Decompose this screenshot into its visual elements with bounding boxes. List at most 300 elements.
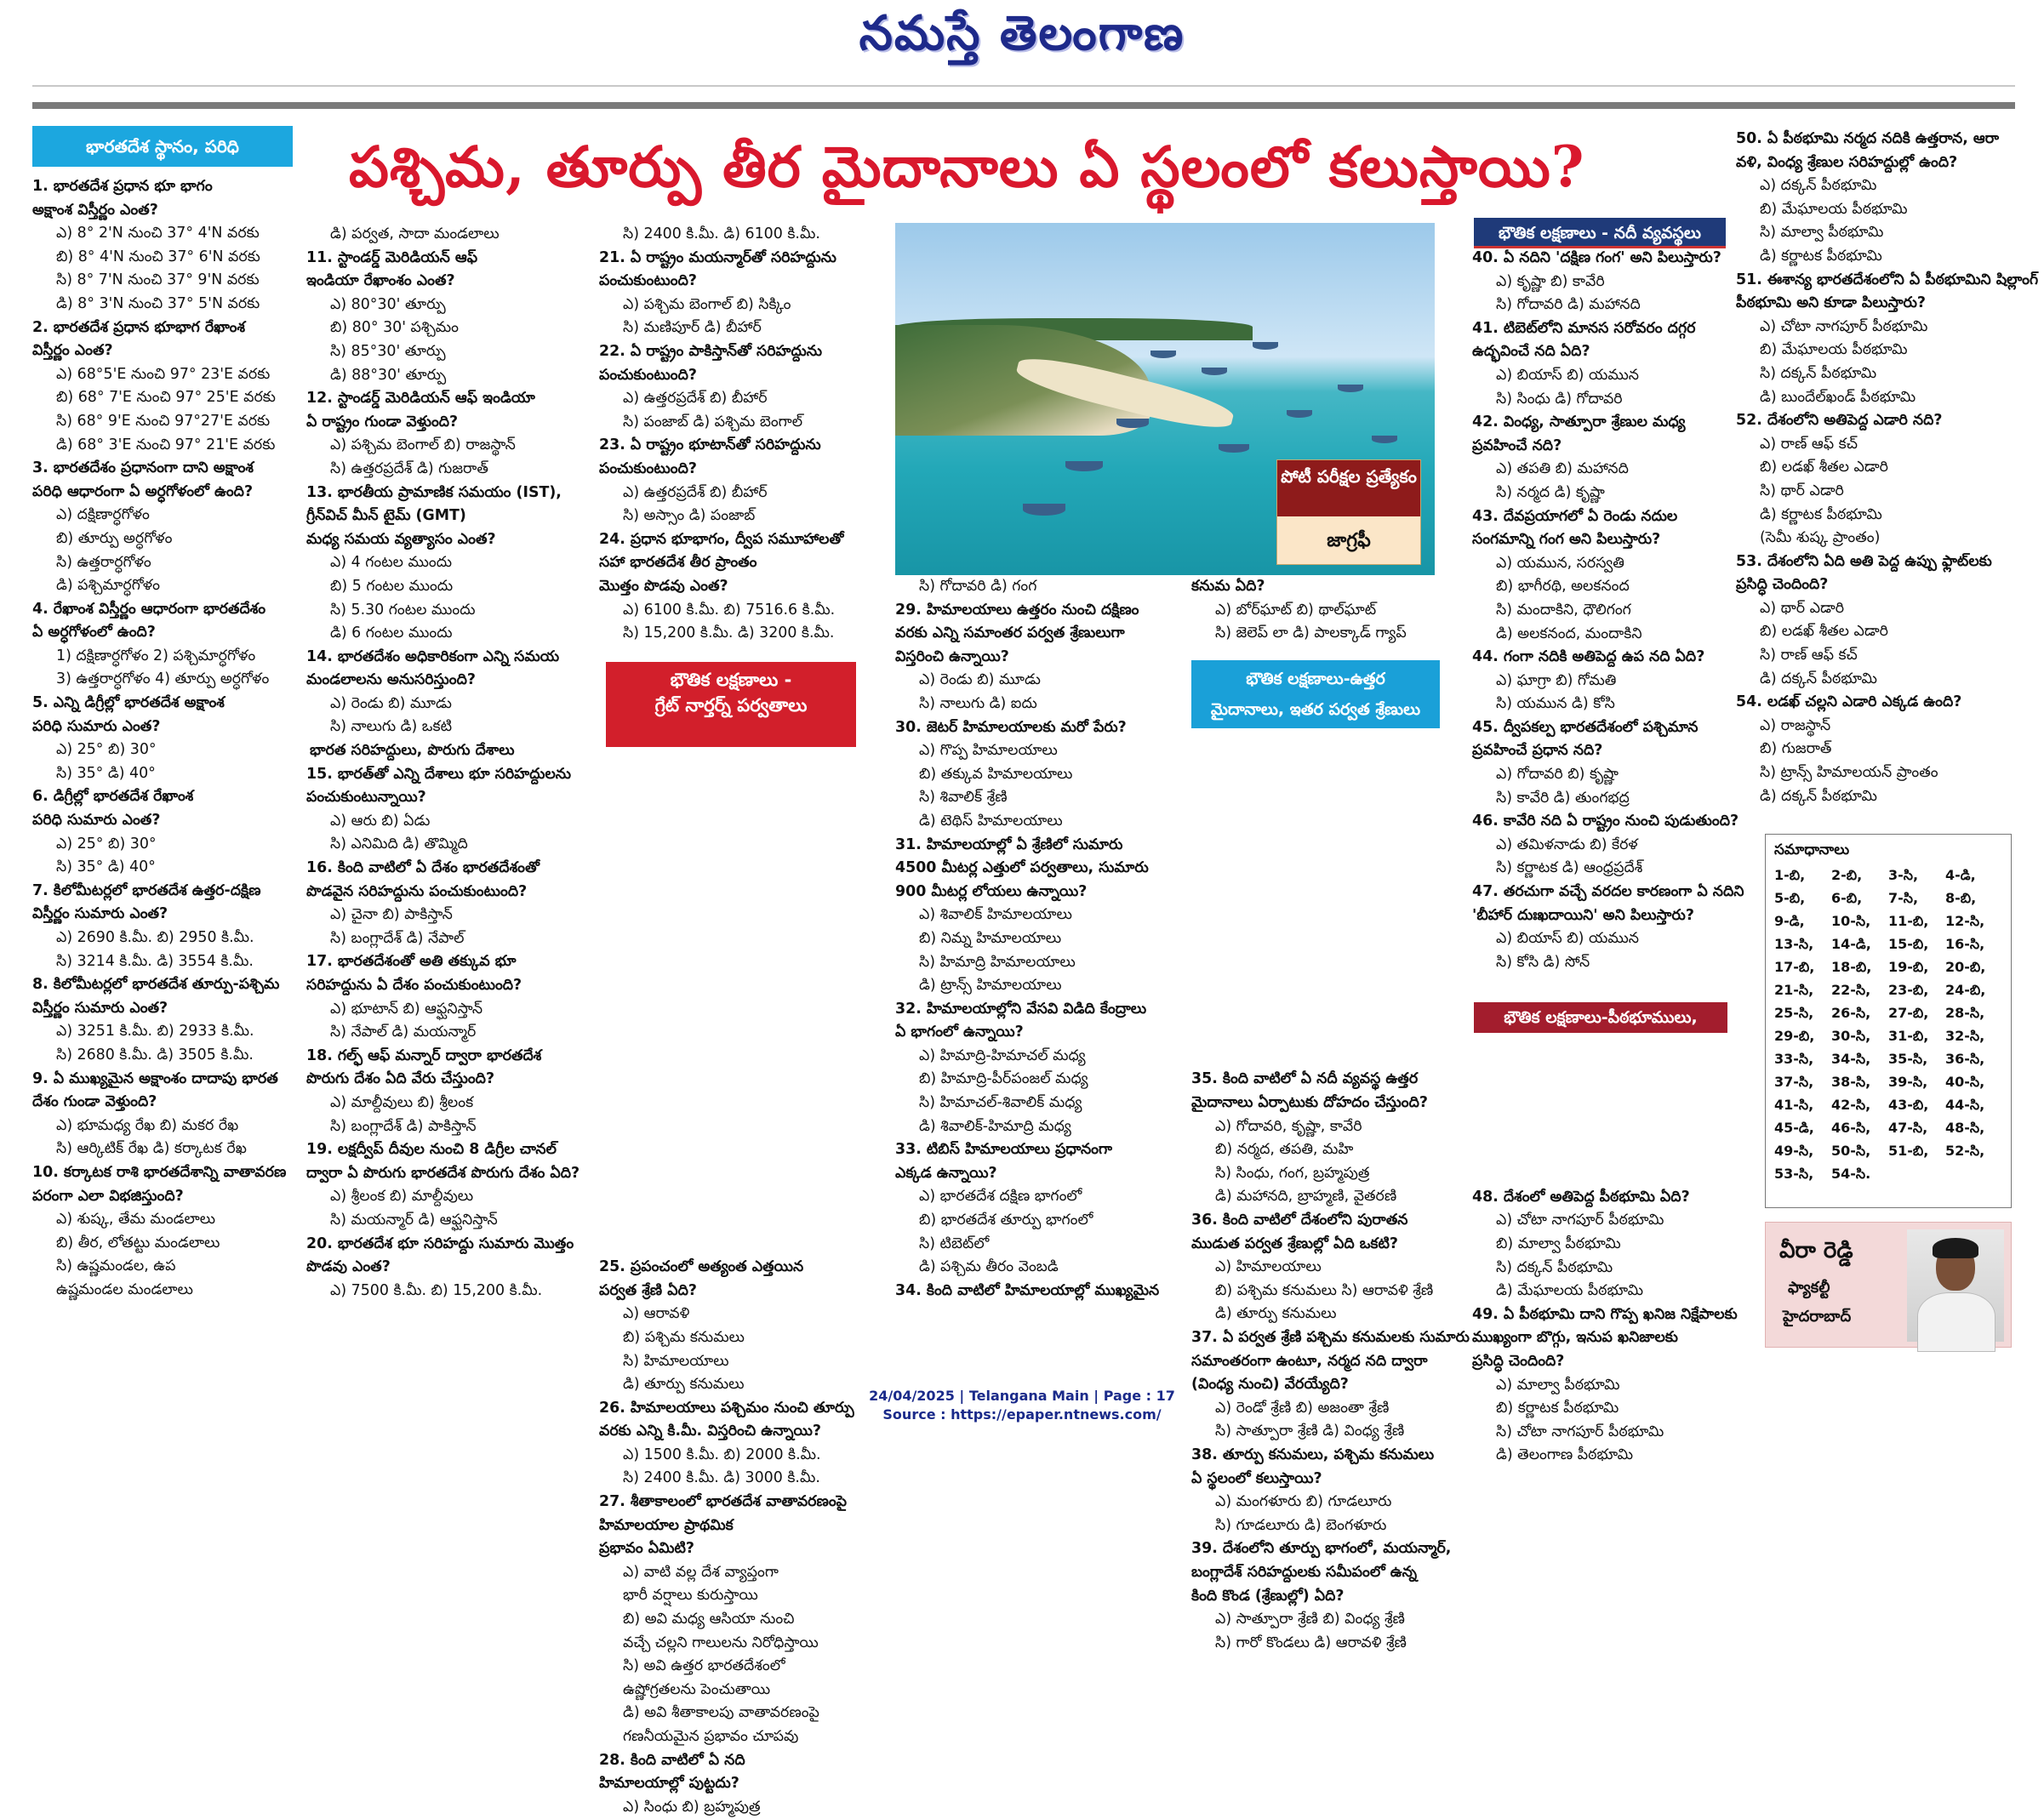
- option-line: డి) ట్రాన్స్ హిమాలయాలు: [919, 977, 1062, 995]
- question-line: పొరుగు దేశం ఏది వేరు చేస్తుంది?: [306, 1070, 495, 1088]
- question-line: 27. శీతాకాలంలో భారతదేశ వాతావరణంపై: [599, 1493, 848, 1511]
- spacer: [599, 1162, 880, 1186]
- question-line: సమాంతరంగా ఉంటూ, నర్మద నది ద్వారా: [1191, 1352, 1428, 1370]
- question-line: ప్రసిద్ధి చెందింది?: [1472, 1352, 1565, 1370]
- question-line: 28. కింది వాటిలో ఏ నది: [599, 1751, 745, 1769]
- option-line: సి) కర్ణాటక డి) ఆంధ్రప్రదేశ్: [1496, 859, 1643, 877]
- option-line: ఎ) పశ్చిమ బెంగాల్ బి) సిక్కిం: [623, 295, 791, 313]
- question-line: వరకు ఎన్ని సమాంతర పర్వత శ్రేణులుగా: [895, 624, 1125, 642]
- option-line: సి) 5.30 గంటల ముందు: [330, 601, 476, 619]
- answer-item: 13-సి,: [1774, 936, 1814, 952]
- question-line: 4500 మీటర్ల ఎత్తులో పర్వతాలు, సుమారు: [895, 859, 1149, 877]
- option-line: సి) 68° 9'E నుంచి 97°27'E వరకు: [56, 412, 271, 430]
- answer-key-title: సమాధానాలు: [1774, 841, 1850, 858]
- option-line: ఎ) 25° బి) 30°: [56, 741, 157, 759]
- question-line: 13. భారతీయ ప్రామాణిక సమయం (IST),: [306, 483, 562, 501]
- option-line: బి) పశ్చిమ కనుమలు సి) ఆరావళి శ్రేణి: [1215, 1281, 1434, 1299]
- option-line: ఎ) మాల్దీవులు బి) శ్రీలంక: [330, 1093, 474, 1111]
- spacer: [1472, 1115, 1727, 1139]
- option-line: ఎ) భూటాన్ బి) ఆఫ్ఘనిస్తాన్: [330, 1000, 483, 1018]
- photo-boat: [1287, 410, 1312, 418]
- question-line: 42. వింధ్య, సాత్పూరా శ్రేణుల మధ్య: [1472, 413, 1686, 431]
- photo-boat: [1219, 444, 1249, 453]
- question-line: 6. డిగ్రీల్లో భారతదేశ రేఖాంశ: [32, 788, 194, 806]
- question-line: బంగ్లాదేశ్ సరిహద్దులకు సమీపంలో ఉన్న: [1191, 1563, 1418, 1581]
- question-line: 9. ఏ ముఖ్యమైన అక్షాంశం దాదాపు భారత: [32, 1069, 278, 1087]
- question-line: 29. హిమాలయాలు ఉత్తరం నుంచి దక్షిణం: [895, 601, 1139, 619]
- option-line: బి) భారతదేశ తూర్పు భాగంలో: [919, 1212, 1093, 1229]
- question-line: అక్షాంశ విస్తీర్ణం ఎంత?: [32, 201, 158, 219]
- spacer: [599, 1068, 880, 1092]
- option-line: ఎ) ఆరావళి: [623, 1305, 690, 1323]
- question-line: ప్రవహించే నది?: [1472, 436, 1562, 454]
- answer-key-grid: [1774, 867, 2002, 1185]
- question-line: 48. దేశంలో అతిపెద్ద పీఠభూమి ఏది?: [1472, 1188, 1690, 1206]
- option-line: డి) శివాలిక్-హిమాద్రి మధ్య: [919, 1117, 1071, 1135]
- spacer: [1191, 1045, 1472, 1069]
- question-line: 38. తూర్పు కనుమలు, పశ్చిమ కనుమలు: [1191, 1446, 1435, 1463]
- answer-item: 27-బి,: [1888, 1005, 1929, 1021]
- answer-item: 11-బి,: [1888, 913, 1929, 929]
- option-line: ఎ) ఘాగ్రా బి) గోమతి: [1496, 671, 1617, 689]
- question-line: 45. ద్వీపకల్ప భారతదేశంలో పశ్చిమాన: [1472, 718, 1699, 736]
- option-line: సి) 3214 కి.మీ. డి) 3554 కి.మీ.: [56, 952, 254, 970]
- spacer: [1472, 1092, 1727, 1115]
- option-line: డి) అలకనంద, మందాకిని: [1496, 624, 1642, 642]
- option-line: సి) 35° డి) 40°: [56, 764, 156, 782]
- question-line: పరిధి ఆధారంగా ఏ అర్ధగోళంలో ఉంది?: [32, 482, 254, 500]
- question-line: ముఖ్యంగా బొగ్గు, ఇనుప ఖనిజాలకు: [1472, 1329, 1678, 1347]
- question-line: దేశం గుండా వెళ్తుంది?: [32, 1093, 157, 1111]
- question-line: 53. దేశంలోని ఏది అతి పెద్ద ఉప్పు ఫ్లాట్‌లకు: [1736, 552, 1992, 570]
- option-line: సి) యమున డి) కోసి: [1496, 695, 1615, 713]
- question-line: 10. కర్కాటక రాశి భారతదేశాన్ని వాతావరణ: [32, 1163, 287, 1181]
- option-line: ఎ) ఉత్తరప్రదేశ్ బి) బీహార్: [623, 483, 768, 501]
- question-line: వళి, వింధ్య శ్రేణుల సరిహద్దుల్లో ఉంది?: [1736, 153, 1958, 171]
- question-line: పరిధి సుమారు ఎంత?: [32, 717, 161, 735]
- answer-item: 1-బి,: [1774, 867, 1806, 883]
- option-line: సి) 8° 7'N నుంచి 37° 9'N వరకు: [56, 271, 260, 289]
- answer-item: 45-డి,: [1774, 1120, 1814, 1136]
- question-line: పొడవైన సరిహద్దును పంచుకుంటుంది?: [306, 882, 528, 900]
- option-line: ఎ) 80°30' తూర్పు: [330, 295, 446, 313]
- spacer: [599, 1233, 880, 1257]
- option-line: బి) మేఘాలయ పీఠభూమి: [1760, 341, 1908, 359]
- question-line: పర్వత శ్రేణి ఏది?: [599, 1281, 697, 1299]
- answer-item: 49-సి,: [1774, 1143, 1814, 1159]
- answer-item: 43-బి,: [1888, 1097, 1929, 1113]
- spacer: [1472, 1022, 1727, 1046]
- option-line: ఎ) సాత్పూరా శ్రేణి బి) వింధ్య శ్రేణి: [1215, 1611, 1405, 1628]
- spacer: [1191, 739, 1472, 763]
- question-line: 35. కింది వాటిలో ఏ నదీ వ్యవస్థ ఉత్తర: [1191, 1070, 1419, 1088]
- option-line: సి) సింధు, గంగ, బ్రహ్మపుత్ర: [1215, 1164, 1370, 1182]
- question-line: 49. ఏ పీఠభూమి దాని గొప్ప ఖనిజ నిక్షేపాలకు: [1472, 1305, 1738, 1323]
- spacer: [1191, 998, 1472, 1022]
- answer-item: 9-డి,: [1774, 913, 1805, 929]
- option-line: డి) తెలంగాణ పీఠభూమి: [1496, 1446, 1633, 1464]
- photo-boat: [1150, 351, 1176, 358]
- photo-boat: [1023, 504, 1065, 516]
- footer-source-line: Source : https://epaper.ntnews.com/: [882, 1406, 1162, 1423]
- spacer: [599, 1138, 880, 1162]
- spacer: [1191, 763, 1472, 787]
- option-line: సి) అవి ఉత్తర భారతదేశంలో: [623, 1657, 785, 1675]
- spacer: [599, 1209, 880, 1233]
- answer-item: 30-సి,: [1831, 1028, 1871, 1044]
- section-heading-rivers: భౌతిక లక్షణాలు - నదీ వ్యవస్థలు: [1474, 218, 1726, 248]
- option-line: సి) 85°30' తూర్పు: [330, 342, 446, 360]
- option-line: సి) ఉష్ణమండల, ఉప: [56, 1257, 176, 1275]
- question-line: ఎక్కడ ఉన్నాయి?: [895, 1164, 997, 1182]
- question-line: ఏ అర్ధగోళంలో ఉంది?: [32, 624, 156, 641]
- answer-item: 12-సి,: [1945, 913, 1985, 929]
- spacer: [1191, 857, 1472, 881]
- spacer: [1191, 786, 1472, 810]
- option-line: ఎ) హిమాద్రి-హిమాచల్ మధ్య: [919, 1046, 1086, 1064]
- question-line: 20. భారతదేశ భూ సరిహద్దు సుమారు మొత్తం: [306, 1235, 574, 1252]
- option-line: బి) 5 గంటల ముందు: [330, 577, 454, 595]
- question-line: 16. కింది వాటిలో ఏ దేశం భారతదేశంతో: [306, 859, 540, 877]
- question-line: 40. ఏ నదిని 'దక్షిణ గంగ' అని పిలుస్తారు?: [1472, 249, 1721, 266]
- question-line: 4. రేఖాంశ విస్తీర్ణం ఆధారంగా భారతదేశం: [32, 600, 266, 618]
- option-line: బి) మేఘాలయ పీఠభూమి: [1760, 200, 1908, 218]
- option-line: ఎ) దక్కన్ పీఠభూమి: [1760, 177, 1877, 195]
- question-line: 47. తరచుగా వచ్చే వరదల కారణంగా ఏ నదిని: [1472, 883, 1744, 901]
- option-line: బి) హిమాద్రి-పీర్‌పంజల్ మధ్య: [919, 1070, 1088, 1088]
- answer-item: 35-సి,: [1888, 1051, 1928, 1067]
- option-line: డి) దక్కన్ పీఠభూమి: [1760, 787, 1877, 805]
- spacer: [1191, 834, 1472, 858]
- option-line: ఎ) యమున, సరస్వతి: [1496, 554, 1624, 572]
- option-line: ఎ) చోటా నాగపూర్ పీఠభూమి: [1760, 317, 1928, 335]
- question-line: ఏ భాగంలో ఉన్నాయి?: [895, 1024, 1024, 1041]
- option-line: సి) హిమాలయాలు: [623, 1352, 729, 1370]
- spacer: [599, 810, 880, 834]
- spacer: [599, 669, 880, 693]
- option-line: 3) ఉత్తరార్ధగోళం 4) తూర్పు అర్ధగోళం: [56, 670, 270, 688]
- option-line: డి) మేఘాలయ పీఠభూమి: [1496, 1282, 1643, 1300]
- photo-boat: [1338, 385, 1363, 392]
- question-line: 'బీహార్ దుఃఖదాయిని' అని పిలుస్తారు?: [1472, 906, 1694, 924]
- question-line: 39. దేశంలోని తూర్పు భాగంలో, మయన్మార్,: [1191, 1540, 1452, 1558]
- question-line: పీఠభూమి అని కూడా పిలుస్తారు?: [1736, 294, 1926, 312]
- option-line: ఎ) 68°5'E నుంచి 97° 23'E వరకు: [56, 365, 271, 383]
- question-line: సహా భారతదేశ తీర ప్రాంతం: [599, 554, 757, 572]
- answer-item: 8-బి,: [1945, 890, 1977, 906]
- option-line: సి) కోసి డి) సోన్: [1496, 953, 1590, 971]
- option-line: డి) తూర్పు కనుమలు: [623, 1376, 745, 1394]
- option-line: డి) 68° 3'E నుంచి 97° 21'E వరకు: [56, 436, 276, 453]
- option-line: సి) ఎనిమిది డి) తొమ్మిది: [330, 835, 468, 853]
- section-heading-line: భౌతిక లక్షణాలు -: [670, 670, 792, 690]
- option-line: సి) సాత్పూరా శ్రేణి డి) వింధ్య శ్రేణి: [1215, 1423, 1405, 1440]
- spacer: [1472, 1162, 1727, 1186]
- option-line: ఎ) శివాలిక్ హిమాలయాలు: [919, 906, 1072, 924]
- question-line: విస్తీర్ణం సుమారు ఎంత?: [32, 905, 168, 923]
- question-line: 5. ఎన్ని డిగ్రీల్లో భారతదేశ అక్షాంశ: [32, 694, 225, 712]
- option-line: సి) బంగ్లాదేశ్ డి) పాకిస్తాన్: [330, 1117, 477, 1135]
- option-line: బి) మాల్వా పీఠభూమి: [1496, 1235, 1621, 1252]
- column-4: [895, 575, 1179, 1303]
- question-line: హిమాలయాల్లో పుట్టదు?: [599, 1775, 739, 1793]
- option-line: సి) మయన్మార్ డి) ఆఫ్ఘనిస్తాన్: [330, 1211, 498, 1229]
- option-line: సి) గూడలూరు డి) బెంగళూరు: [1215, 1516, 1387, 1534]
- spacer: [599, 1045, 880, 1069]
- option-line: సి) అస్సాం డి) పంజాబ్: [623, 507, 756, 525]
- answer-item: 33-సి,: [1774, 1051, 1814, 1067]
- question-line: 3. భారతదేశం ప్రధానంగా దాని అక్షాంశ: [32, 459, 254, 477]
- spacer: [1191, 693, 1472, 716]
- option-line: ఎ) మాల్వా పీఠభూమి: [1496, 1376, 1620, 1394]
- answer-item: 21-సి,: [1774, 982, 1814, 998]
- question-line: 25. ప్రపంచంలో అత్యంత ఎత్తయిన: [599, 1258, 804, 1276]
- option-line: బి) కర్ణాటక పీఠభూమి: [1496, 1400, 1619, 1417]
- section-heading-line: మైదానాలు, ఇతర పర్వత శ్రేణులు: [1210, 700, 1421, 719]
- spacer: [1191, 974, 1472, 998]
- answer-item: 4-డి,: [1945, 867, 1976, 883]
- question-line: పంచుకుంటుంది?: [599, 459, 697, 477]
- option-line: ఎ) హిమాలయాలు: [1215, 1258, 1322, 1276]
- option-line: డి) బుందేల్‌ఖండ్ పీఠభూమి: [1760, 388, 1916, 406]
- question-line: కనుమ ఏది?: [1191, 578, 1265, 595]
- option-line: వచ్చే చల్లని గాలులను నిరోధిస్తాయి: [623, 1634, 819, 1651]
- question-line: 51. ఈశాన్య భారతదేశంలోని ఏ పీఠభూమిని షిల్లాంగ్: [1736, 271, 2039, 288]
- option-line: డి) తూర్పు కనుమలు: [1215, 1305, 1337, 1323]
- spacer: [1191, 716, 1472, 740]
- question-line: పరంగా ఎలా విభజిస్తుంది?: [32, 1187, 184, 1205]
- option-line: బి) అవి మధ్య ఆసియా నుంచి: [623, 1611, 795, 1628]
- spacer: [1472, 998, 1727, 1022]
- spacer: [1191, 904, 1472, 927]
- option-line: డి) పర్వత, సాదా మండలాలు: [330, 225, 500, 242]
- option-line: ఎ) 1500 కి.మీ. బి) 2000 కి.మీ.: [623, 1446, 821, 1463]
- option-line: సి) టిబెట్‌లో: [919, 1235, 990, 1252]
- answer-item: 19-బి,: [1888, 959, 1929, 975]
- option-line: సి) శివాలిక్ శ్రేణి: [919, 789, 1008, 807]
- option-line: సి) 2680 కి.మీ. డి) 3505 కి.మీ.: [56, 1046, 254, 1063]
- section-heading-location: భారతదేశ స్థానం, పరిధి: [32, 126, 293, 167]
- header-rule-thick: [32, 102, 2015, 109]
- spacer: [599, 1021, 880, 1045]
- spacer: [599, 881, 880, 904]
- option-line: 1) దక్షిణార్ధగోళం 2) పశ్చిమార్ధగోళం: [56, 647, 256, 664]
- option-line: బి) 80° 30' పశ్చిమం: [330, 319, 459, 337]
- question-line: 8. కిలోమీటర్లలో భారతదేశ తూర్పు-పశ్చిమ: [32, 976, 280, 994]
- option-line: డి) పశ్చిమ తీరం వెంబడి: [919, 1258, 1059, 1276]
- question-line: ద్వారా ఏ పొరుగు భారతదేశ పొరుగు దేశం ఏది?: [306, 1164, 580, 1182]
- option-line: డి) కర్ణాటక పీఠభూమి: [1760, 505, 1882, 523]
- option-line: బి) తక్కువ హిమాలయాలు: [919, 765, 1073, 783]
- badge-top-text: పోటీ పరీక్షల ప్రత్యేకం: [1277, 460, 1420, 516]
- option-line: సి) 2400 కి.మీ. డి) 6100 కి.మీ.: [623, 225, 820, 242]
- question-line: 54. లడఖ్ చల్లని ఎడారి ఎక్కడ ఉంది?: [1736, 693, 1962, 711]
- spacer: [599, 646, 880, 670]
- answer-item: 24-బి,: [1945, 982, 1986, 998]
- option-line: బి) 68° 7'E నుంచి 97° 25'E వరకు: [56, 389, 276, 407]
- option-line: సి) ఆర్కిటిక్ రేఖ డి) కర్కాటక రేఖ: [56, 1140, 247, 1158]
- option-line: డి) పశ్చిమార్ధగోళం: [56, 577, 160, 595]
- question-line: 1. భారతదేశ ప్రధాన భూ భాగం: [32, 178, 213, 195]
- question-line: 11. స్టాండర్డ్ మెరిడియన్ ఆఫ్: [306, 248, 478, 266]
- option-line: సి) హిమాద్రి హిమాలయాలు: [919, 953, 1076, 971]
- badge-subject: జాగ్రఫీ: [1327, 530, 1371, 551]
- option-line: బి) పశ్చిమ కనుమలు: [623, 1328, 745, 1346]
- option-line: బి) భాగీరథి, అలకనంద: [1496, 578, 1630, 596]
- spacer: [599, 1185, 880, 1209]
- author-photo: [1907, 1229, 2004, 1342]
- answer-item: 48-సి,: [1945, 1120, 1985, 1136]
- option-line: సి) రాణ్ ఆఫ్ కచ్: [1760, 647, 1858, 664]
- question-line: 36. కింది వాటిలో దేశంలోని పురాతన: [1191, 1212, 1408, 1229]
- option-line: బి) లడఖ్ శీతల ఎడారి: [1760, 623, 1888, 641]
- subsection-heading: భారత సరిహద్దులు, పొరుగు దేశాలు: [310, 742, 515, 760]
- column-7: [1736, 128, 2039, 808]
- option-line: ఎ) 7500 కి.మీ. బి) 15,200 కి.మీ.: [330, 1281, 543, 1299]
- question-line: సంగమాన్ని గంగ అని పిలుస్తారు?: [1472, 531, 1661, 549]
- question-line: 34. కింది వాటిలో హిమాలయాల్లో ముఖ్యమైన: [895, 1281, 1160, 1299]
- answer-item: 52-సి,: [1945, 1143, 1985, 1159]
- option-line: డి) 88°30' తూర్పు: [330, 366, 447, 384]
- option-line: డి) 8° 3'N నుంచి 37° 5'N వరకు: [56, 294, 260, 312]
- answer-item: 32-సి,: [1945, 1028, 1985, 1044]
- spacer: [1191, 810, 1472, 834]
- option-line: సి) 2400 కి.మీ. డి) 3000 కి.మీ.: [623, 1469, 820, 1487]
- question-line: పంచుకుంటుంది?: [599, 272, 697, 290]
- page-footer: [0, 1387, 2044, 1424]
- spacer: [1191, 646, 1472, 670]
- option-line: సి) నాలుగు డి) ఐదు: [919, 694, 1037, 712]
- question-line: 12. స్టాండర్డ్ మెరిడియన్ ఆఫ్ ఇండియా: [306, 390, 535, 408]
- author-role: ఫ్యాకల్టీ: [1788, 1279, 1830, 1297]
- column-6: [1472, 247, 1744, 1468]
- question-line: పంచుకుంటుంది?: [599, 366, 697, 384]
- answer-item: 50-సి,: [1831, 1143, 1871, 1159]
- option-line: సి) 35° డి) 40°: [56, 858, 156, 876]
- question-line: ఏ స్థలంలో కలుస్తాయి?: [1191, 1469, 1322, 1487]
- option-line: ఎ) బియాస్ బి) యమున: [1496, 366, 1639, 384]
- option-line: సి) చోటా నాగపూర్ పీఠభూమి: [1496, 1423, 1664, 1440]
- option-line: సి) దక్కన్ పీఠభూమి: [1496, 1258, 1613, 1276]
- page-headline: పశ్చిమ, తూర్పు తీర మైదానాలు ఏ స్థలంలో కలుస్తాయి?: [349, 134, 1585, 200]
- option-line: బి) తూర్పు అర్ధగోళం: [56, 529, 173, 547]
- question-line: 15. భారత్‌తో ఎన్ని దేశాలు భూ సరిహద్దులను: [306, 765, 572, 783]
- spacer: [1472, 1045, 1727, 1069]
- spacer: [599, 739, 880, 763]
- answer-item: 26-సి,: [1831, 1005, 1871, 1021]
- option-line: ఎ) శ్రీలంక బి) మాల్దీవులు: [330, 1188, 474, 1206]
- question-line: 2. భారతదేశ ప్రధాన భూభాగ రేఖాంశ: [32, 318, 246, 336]
- question-line: 37. ఏ పర్వత శ్రేణి పశ్చిమ కనుమలకు సుమారు: [1191, 1329, 1470, 1346]
- answer-item: 41-సి,: [1774, 1097, 1814, 1113]
- option-line: ఎ) కృష్ణా బి) కావేరి: [1496, 272, 1605, 290]
- option-line: సి) హిమాచల్-శివాలిక్ మధ్య: [919, 1094, 1082, 1112]
- option-line: సి) ఉత్తరప్రదేశ్ డి) గుజరాత్: [330, 459, 488, 477]
- option-line: ఎ) ఆరు బి) ఏడు: [330, 812, 431, 830]
- question-line: విస్తీర్ణం ఎంత?: [32, 342, 113, 360]
- question-line: 52. దేశంలోని అతిపెద్ద ఎడారి నది?: [1736, 412, 1943, 430]
- answer-item: 23-బి,: [1888, 982, 1929, 998]
- spacer: [599, 763, 880, 787]
- option-line: సి) నాలుగు డి) ఒకటి: [330, 718, 453, 736]
- question-line: ప్రవహించే ప్రధాన నది?: [1472, 742, 1603, 760]
- question-line: 17. భారతదేశంతో అతి తక్కువ భూ: [306, 953, 517, 971]
- spacer: [1191, 951, 1472, 975]
- answer-item: 6-బి,: [1831, 890, 1863, 906]
- header-rule-thin: [32, 85, 2015, 87]
- question-line: విస్తరించి ఉన్నాయి?: [895, 647, 1009, 665]
- option-line: సి) నర్మద డి) కృష్ణా: [1496, 483, 1605, 501]
- question-line: పరిధి సుమారు ఎంత?: [32, 812, 161, 830]
- option-line: సి) జెలెప్ లా డి) పాలక్కాడ్ గ్యాప్: [1215, 624, 1407, 642]
- section-heading-plateaus: భౌతిక లక్షణాలు-పీఠభూములు, ఎడారులు: [1474, 1002, 1727, 1033]
- option-line: ఎ) 25° బి) 30°: [56, 835, 157, 852]
- answer-item: 40-సి,: [1945, 1074, 1985, 1090]
- question-line: 50. ఏ పీఠభూమి నర్మద నదికి ఉత్తరాన, ఆరా: [1736, 130, 2000, 147]
- option-line: డి) కర్ణాటక పీఠభూమి: [1760, 247, 1882, 265]
- option-line: ఉష్ణమండల మండలాలు: [56, 1280, 193, 1298]
- answer-item: 16-సి,: [1945, 936, 1985, 952]
- photo-boat: [1202, 368, 1227, 375]
- answer-key-box: [1765, 834, 2012, 1208]
- spacer: [1472, 1139, 1727, 1163]
- option-line: ఎ) రెండో శ్రేణి బి) అజంతా శ్రేణి: [1215, 1399, 1390, 1417]
- answer-item: 25-సి,: [1774, 1005, 1814, 1021]
- question-line: 7. కిలోమీటర్లలో భారతదేశ ఉత్తర-దక్షిణ: [32, 881, 261, 899]
- question-line: 14. భారతదేశం అధికారికంగా ఎన్ని సమయ: [306, 647, 560, 665]
- answer-item: 2-బి,: [1831, 867, 1863, 883]
- option-line: ఎ) చోటా నాగపూర్ పీఠభూమి: [1496, 1212, 1664, 1229]
- option-line: సి) మణిపూర్ డి) బీహార్: [623, 319, 762, 337]
- question-line: సరిహద్దును ఏ దేశం పంచుకుంటుంది?: [306, 977, 522, 994]
- option-line: సి) దక్కన్ పీఠభూమి: [1760, 364, 1877, 382]
- option-line: సి) మందాకిని, ధౌలిగంగ: [1496, 601, 1631, 619]
- question-line: 46. కావేరి నది ఏ రాష్ట్రం నుంచి పుడుతుంది?: [1472, 813, 1739, 830]
- option-line: డి) మహానది, బ్రాహ్మణి, వైతరణి: [1215, 1188, 1397, 1206]
- question-line: 30. జెటర్ హిమాలయాలకు మరో పేరు?: [895, 718, 1127, 736]
- option-line: ఎ) శుష్క, తేమ మండలాలు: [56, 1211, 216, 1229]
- question-line: 43. దేవప్రయాగలో ఏ రెండు నదుల: [1472, 507, 1678, 525]
- column-5: [1191, 575, 1472, 1655]
- exam-special-badge: [1276, 459, 1421, 565]
- option-line: సి) ట్రాన్స్ హిమాలయన్ ప్రాంతం: [1760, 764, 1938, 782]
- answer-item: 54-సి.: [1831, 1166, 1871, 1182]
- question-line: 22. ఏ రాష్ట్రం పాకిస్తాన్‌తో సరిహద్దును: [599, 342, 823, 360]
- answer-item: 22-సి,: [1831, 982, 1871, 998]
- option-line: (సెమీ శుష్క ప్రాంతం): [1760, 529, 1881, 547]
- option-line: సి) 15,200 కి.మీ. డి) 3200 కి.మీ.: [623, 624, 835, 642]
- answer-item: 14-డి,: [1831, 936, 1871, 952]
- option-line: సి) బంగ్లాదేశ్ డి) నేపాల్: [330, 929, 465, 947]
- option-line: బి) తీర, లోతట్టు మండలాలు: [56, 1234, 220, 1252]
- answer-item: 15-బి,: [1888, 936, 1929, 952]
- option-line: ఎ) చైనా బి) పాకిస్తాన్: [330, 906, 453, 924]
- option-line: బి) నిమ్న హిమాలయాలు: [919, 929, 1062, 947]
- option-line: ఎ) బియాస్ బి) యమున: [1496, 930, 1639, 948]
- photo-boat: [1253, 342, 1278, 350]
- spacer: [1191, 669, 1472, 693]
- option-line: ఎ) భూమధ్య రేఖ బి) మకర రేఖ: [56, 1116, 239, 1134]
- option-line: ఎ) భారతదేశ దక్షిణ భాగంలో: [919, 1188, 1082, 1206]
- option-line: ఎ) రెండు బి) మూడు: [919, 671, 1041, 689]
- spacer: [1191, 1021, 1472, 1045]
- question-line: 18. గల్ఫ్ ఆఫ్ మన్నార్ ద్వారా భారతదేశ: [306, 1046, 542, 1064]
- answer-item: 36-సి,: [1945, 1051, 1985, 1067]
- question-line: (వింధ్య నుంచి) వేరయ్యేది?: [1191, 1376, 1349, 1394]
- answer-item: 20-బి,: [1945, 959, 1986, 975]
- answer-item: 46-సి,: [1831, 1120, 1871, 1136]
- column-3: [599, 223, 880, 1819]
